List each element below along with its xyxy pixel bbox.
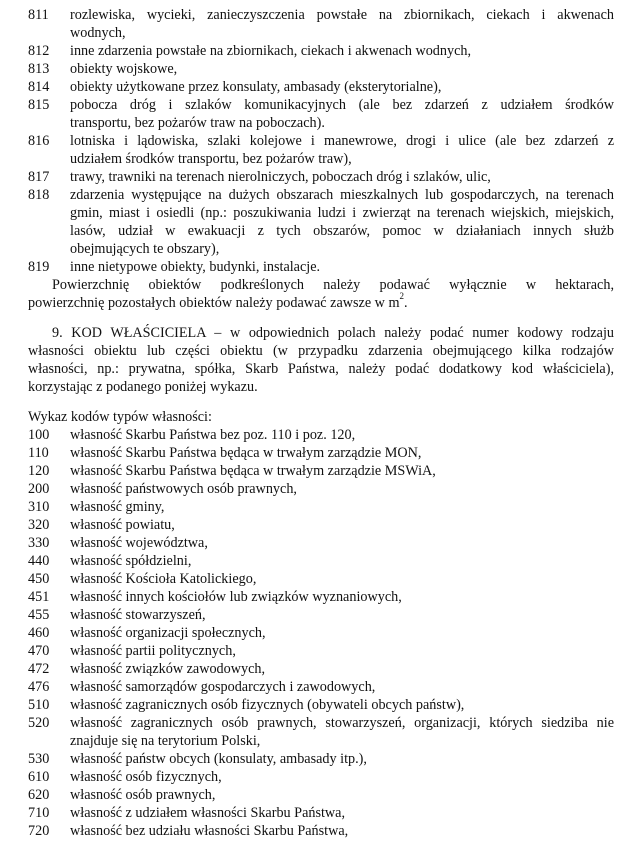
ownership-heading (0, 408, 641, 426)
item-code: 816 (28, 133, 50, 149)
item-code: 720 (28, 823, 50, 839)
item-text: rozlewiska, wycieki, zanieczyszczenia powstałe na zbiornikach, ciekach i akwenach (70, 7, 614, 23)
list-item (0, 768, 641, 786)
item-text: własność związków zawodowych, (70, 661, 266, 677)
list-item (0, 534, 641, 552)
item-text: własność Skarbu Państwa będąca w trwałym zarządzie MON, (70, 445, 422, 461)
item-code: 510 (28, 697, 50, 713)
list-item (0, 642, 641, 660)
item-code: 813 (28, 61, 50, 77)
item-code: 451 (28, 589, 50, 605)
section-9-paragraph (0, 342, 641, 360)
list-item-continuation (0, 222, 641, 240)
list-item (0, 660, 641, 678)
section-9-line1: 9. KOD WŁAŚCICIELA – w odpowiednich polach należy podać numer kodowy rodzaju (52, 325, 614, 341)
list-item (0, 480, 641, 498)
item-text: obiekty użytkowane przez konsulaty, ambasady (eksterytorialne), (70, 79, 442, 95)
item-text: własność powiatu, (70, 517, 175, 533)
area-note (0, 276, 641, 294)
list-item (0, 96, 641, 114)
superscript: 2 (399, 291, 404, 302)
list-item-continuation (0, 204, 641, 222)
section-9-line3: własności, np.: prywatna, spółka, Skarb Państwa, należy podać dodatkowy kod właściciela), (28, 361, 614, 377)
list-item-continuation (0, 732, 641, 750)
item-text: obejmujących te obszary), (70, 241, 220, 257)
item-text: udziałem środków transportu, bez pożarów traw), (70, 151, 352, 167)
item-text: własność województwa, (70, 535, 208, 551)
item-code: 310 (28, 499, 50, 515)
item-text: własność zagranicznych osób fizycznych (obywateli obcych państw), (70, 697, 465, 713)
item-code: 520 (28, 715, 50, 731)
list-item (0, 60, 641, 78)
list-item (0, 426, 641, 444)
item-text: zdarzenia występujące na dużych obszarach mieszkalnych lub gospodarczych, na terenach (70, 187, 614, 203)
list-item (0, 6, 641, 24)
list-item-continuation (0, 24, 641, 42)
item-code: 610 (28, 769, 50, 785)
list-item-continuation (0, 150, 641, 168)
list-item (0, 498, 641, 516)
item-code: 470 (28, 643, 50, 659)
item-text: własność państw obcych (konsulaty, ambasady itp.), (70, 751, 367, 767)
list-item (0, 186, 641, 204)
item-text: wodnych, (70, 25, 126, 41)
item-code: 812 (28, 43, 50, 59)
item-code: 100 (28, 427, 50, 443)
list-item (0, 714, 641, 732)
list-item (0, 624, 641, 642)
item-code: 472 (28, 661, 50, 677)
item-code: 455 (28, 607, 50, 623)
item-text: własność bez udziału własności Skarbu Państwa, (70, 823, 349, 839)
item-text: znajduje się na terytorium Polski, (70, 733, 261, 749)
list-item (0, 750, 641, 768)
item-text: własność osób fizycznych, (70, 769, 222, 785)
section-9-paragraph (0, 378, 641, 396)
item-text: inne zdarzenia powstałe na zbiornikach, ciekach i akwenach wodnych, (70, 43, 472, 59)
list-item (0, 516, 641, 534)
item-code: 814 (28, 79, 50, 95)
item-code: 710 (28, 805, 50, 821)
item-text: własność organizacji społecznych, (70, 625, 266, 641)
item-text: własność samorządów gospodarczych i zawodowych, (70, 679, 376, 695)
list-item (0, 570, 641, 588)
list-item-continuation (0, 240, 641, 258)
item-text: inne nietypowe obiekty, budynki, instalacje. (70, 259, 321, 275)
list-item (0, 42, 641, 60)
item-text: własność gminy, (70, 499, 165, 515)
item-code: 120 (28, 463, 50, 479)
item-code: 200 (28, 481, 50, 497)
list-item (0, 804, 641, 822)
item-text: trawy, trawniki na terenach nierolniczych, poboczach dróg i szlaków, ulic, (70, 169, 491, 185)
ownership-heading-text: Wykaz kodów typów własności: (28, 409, 212, 425)
list-item (0, 258, 641, 276)
item-text: gmin, miast i osiedli (np.: poszukiwania ludzi i zwierząt na terenach wiejskich, miejskich, (70, 205, 614, 221)
area-note-line1: Powierzchnię obiektów podkreślonych należy podawać wyłącznie w hektarach, (52, 277, 614, 293)
list-item (0, 552, 641, 570)
item-code: 620 (28, 787, 50, 803)
item-text: własność partii politycznych, (70, 643, 236, 659)
item-code: 110 (28, 445, 49, 461)
list-item (0, 78, 641, 96)
item-text: transportu, bez pożarów traw na poboczach). (70, 115, 325, 131)
item-text: własność z udziałem własności Skarbu Państwa, (70, 805, 346, 821)
item-code: 460 (28, 625, 50, 641)
list-item-continuation (0, 114, 641, 132)
item-code: 440 (28, 553, 50, 569)
item-code: 330 (28, 535, 50, 551)
section-9-line4: korzystając z podanego poniżej wykazu. (28, 379, 258, 395)
item-text: własność osób prawnych, (70, 787, 216, 803)
item-code: 819 (28, 259, 50, 275)
section-9-line2: własności obiektu lub części obiektu (w przypadku zdarzenia obejmującego kilka rodzajów (28, 343, 614, 359)
item-text: własność stowarzyszeń, (70, 607, 206, 623)
area-note (0, 291, 641, 312)
item-code: 530 (28, 751, 50, 767)
item-text: własność innych kościołów lub związków wyznaniowych, (70, 589, 402, 605)
item-text: własność Kościoła Katolickiego, (70, 571, 257, 587)
list-item (0, 678, 641, 696)
item-code: 450 (28, 571, 50, 587)
list-item (0, 444, 641, 462)
item-text: własność Skarbu Państwa będąca w trwałym zarządzie MSWiA, (70, 463, 436, 479)
item-code: 817 (28, 169, 50, 185)
item-text: pobocza dróg i szlaków komunikacyjnych (ale bez zdarzeń z udziałem środków (70, 97, 614, 113)
item-code: 811 (28, 7, 49, 23)
area-note-line2: powierzchnię pozostałych obiektów należy podawać zawsze w $m^2$. (28, 291, 408, 311)
list-item (0, 606, 641, 624)
item-code: 815 (28, 97, 50, 113)
list-item (0, 132, 641, 150)
item-text: lasów, udział w ewakuacji z tych obszarów, pomoc w działaniach innych służb (70, 223, 614, 239)
item-text: lotniska i lądowiska, szlaki kolejowe i manewrowe, drogi i ulice (ale bez zdarzeń z (70, 133, 614, 149)
item-code: 476 (28, 679, 50, 695)
section-9-paragraph (0, 360, 641, 378)
list-item (0, 822, 641, 840)
item-text: własność zagranicznych osób prawnych, stowarzyszeń, organizacji, których siedziba nie (70, 715, 614, 731)
item-text: własność państwowych osób prawnych, (70, 481, 297, 497)
item-text: obiekty wojskowe, (70, 61, 178, 77)
item-text: własność Skarbu Państwa bez poz. 110 i poz. 120, (70, 427, 356, 443)
list-item (0, 588, 641, 606)
list-item (0, 786, 641, 804)
list-item (0, 696, 641, 714)
section-9-paragraph (0, 324, 641, 342)
item-text: własność spółdzielni, (70, 553, 192, 569)
list-item (0, 168, 641, 186)
list-item (0, 462, 641, 480)
item-code: 320 (28, 517, 50, 533)
item-code: 818 (28, 187, 50, 203)
